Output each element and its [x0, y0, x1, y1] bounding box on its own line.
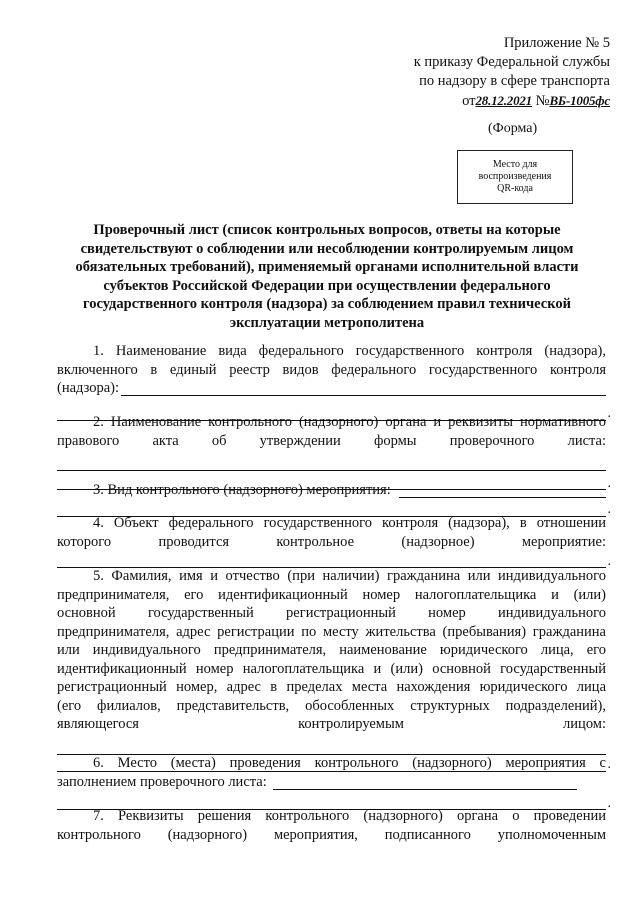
item-text: 5. Фамилия, имя и отчество (при наличии) гражданина или индивидуального — [93, 568, 606, 584]
qr-box-line: QR-кода — [497, 183, 533, 194]
item-text: 7. Реквизиты решения контрольного (надзорного) органа о проведении — [93, 808, 606, 824]
item-text: контрольного (надзорного) мероприятия, подписанного уполномоченным — [57, 826, 606, 843]
handwritten-date: 28.12.2021 — [475, 93, 532, 108]
form-label: (Форма) — [488, 121, 538, 136]
fill-in-field[interactable] — [57, 738, 606, 755]
number-sign: № — [535, 93, 550, 109]
document-title — [70, 221, 584, 332]
item-3 — [57, 481, 606, 517]
item-text: являющегося контролируемым лицом: — [57, 716, 606, 732]
fill-in-field[interactable] — [273, 773, 577, 790]
item-6 — [57, 754, 606, 810]
appendix-service-line: по надзору в сфере транспорта — [419, 73, 610, 89]
qr-box-line: воспроизведения — [478, 171, 552, 182]
appendix-number: Приложение № 5 — [503, 35, 610, 51]
item-text: заполнением проверочного листа: — [57, 773, 267, 790]
item-text: (его филиалов, представительств, обособленных структурных подразделений), — [57, 697, 606, 714]
item-7 — [57, 807, 606, 844]
appendix-header — [330, 34, 610, 111]
title-line: государственного контроля (надзора) за соблюдением правил технической — [82, 296, 571, 312]
fill-in-field[interactable] — [57, 551, 606, 568]
item-2 — [57, 413, 606, 490]
fill-in-field[interactable] — [57, 454, 606, 471]
qr-code-placeholder — [457, 150, 573, 204]
title-line: свидетельствуют о соблюдении или несоблюдении контролируемым лицом — [80, 240, 574, 257]
item-4 — [57, 514, 606, 568]
qr-box-line: Место для — [492, 159, 538, 170]
item-text: идентификационный номер налогоплательщика и (или) основной государственный — [57, 660, 606, 677]
fill-in-field[interactable] — [121, 379, 606, 396]
item-text-row — [57, 379, 606, 398]
item-text: регистрационный номер, адрес в пределах места нахождения юридического лица — [57, 679, 606, 695]
item-5 — [57, 567, 606, 772]
item-text: 1. Наименование вида федерального государственного контроля (надзора), — [93, 343, 606, 359]
title-line: обязательных требований), применяемый органами исполнительной власти — [75, 259, 579, 275]
item-text: предпринимателя, его идентификационный номер налогоплательщика и (или) — [57, 586, 606, 603]
item-text-row — [57, 773, 577, 792]
title-line: субъектов Российской Федерации при осуществлении федерального — [103, 277, 551, 294]
item-text: 3. Вид контрольного (надзорного) мероприятия: — [93, 482, 391, 498]
item-text: или индивидуального предпринимателя, наименование юридического лица, его — [57, 642, 606, 658]
fill-in-field[interactable] — [399, 481, 606, 498]
item-text-row — [57, 481, 606, 500]
title-line: Проверочный лист (список контрольных вопросов, ответы на которые — [93, 222, 561, 238]
item-text: правового акта об утверждении формы проверочного листа: — [57, 432, 606, 449]
appendix-order-line: к приказу Федеральной службы — [413, 54, 610, 70]
item-text: 6. Место (места) проведения контрольного (надзорного) мероприятия с — [93, 755, 606, 771]
item-text: предпринимателя, адрес регистрации по месту жительства (пребывания) гражданина — [57, 623, 606, 640]
item-text: включенного в единый реестр видов федерального государственного контроля — [57, 361, 606, 378]
date-prefix: от — [462, 93, 476, 109]
item-text: которого проводится контрольное (надзорное) мероприятие: — [57, 533, 606, 550]
appendix-date-line — [330, 91, 610, 111]
title-line: эксплуатации метрополитена — [229, 314, 425, 331]
item-1 — [57, 342, 606, 421]
item-text: 4. Объект федерального государственного контроля (надзора), в отношении — [93, 515, 606, 531]
item-text: основной государственный регистрационный номер индивидуального — [57, 605, 606, 621]
handwritten-number: ВБ-1005фс — [549, 93, 610, 108]
item-text: (надзора): — [57, 380, 120, 396]
item-text: 2. Наименование контрольного (надзорного) органа и реквизиты нормативного — [93, 414, 606, 430]
